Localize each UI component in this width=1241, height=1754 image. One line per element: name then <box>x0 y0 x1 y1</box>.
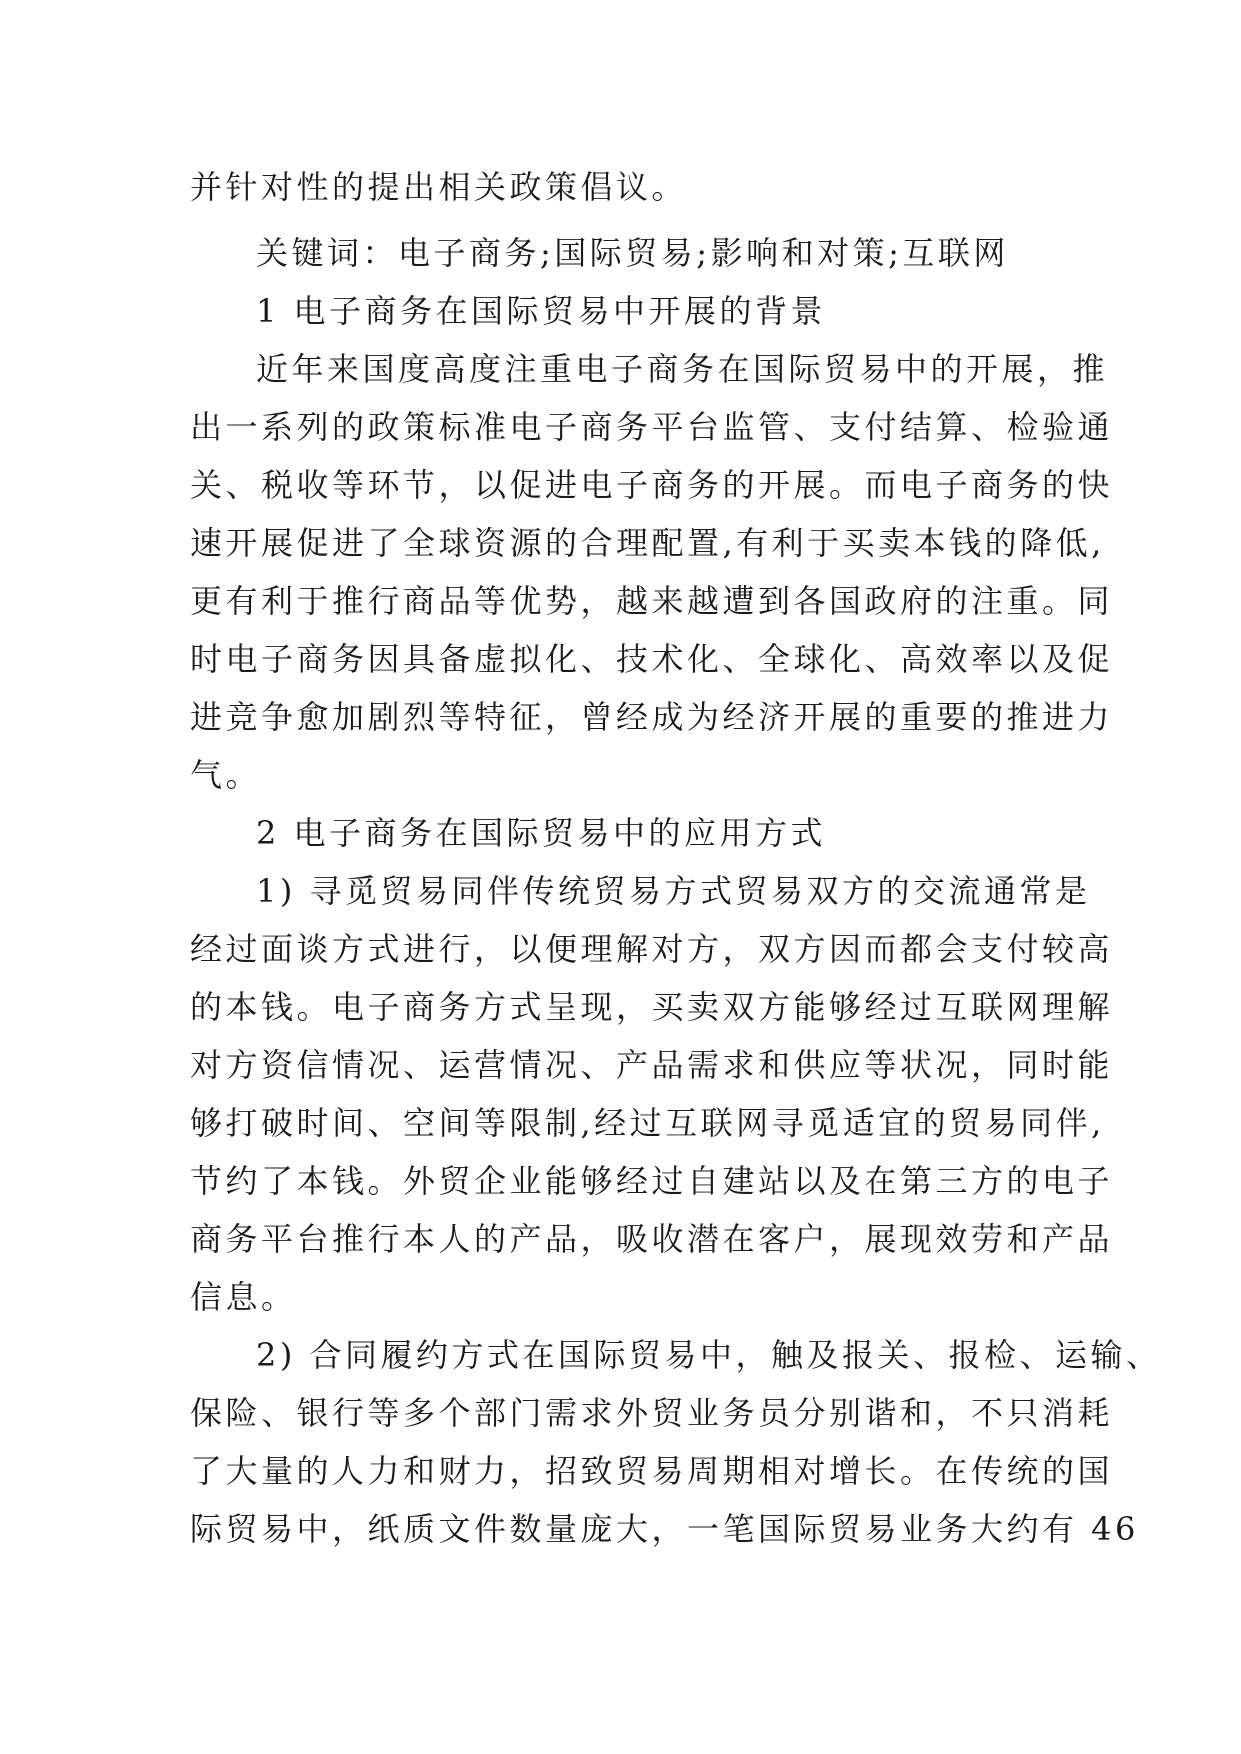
text-line: 进竞争愈加剧烈等特征，曾经成为经济开展的重要的推进力 <box>190 698 1114 736</box>
text-line: 关、税收等环节，以促进电子商务的开展。而电子商务的快 <box>190 466 1114 504</box>
text-line: 时电子商务因具备虚拟化、技术化、全球化、高效率以及促 <box>190 640 1114 678</box>
section-heading-2 <box>190 804 1052 862</box>
paragraph-background <box>190 340 1114 804</box>
text-line: 速开展促进了全球资源的合理配置,有利于买卖本钱的降低, <box>190 524 1105 562</box>
text-line: 了大量的人力和财力，招致贸易周期相对增长。在传统的国 <box>190 1452 1114 1490</box>
section-heading-1 <box>190 282 1052 340</box>
text-line: 出一系列的政策标准电子商务平台监管、支付结算、检验通 <box>190 408 1114 446</box>
text-line: 更有利于推行商品等优势，越来越遭到各国政府的注重。同 <box>190 582 1114 620</box>
text-line: 节约了本钱。外贸企业能够经过自建站以及在第三方的电子 <box>190 1162 1114 1200</box>
paragraph-trading-partner <box>190 862 1114 1326</box>
text-line: 2 电子商务在国际贸易中的应用方式 <box>256 814 827 852</box>
text-line: 对方资信情况、运营情况、产品需求和供应等状况，同时能 <box>190 1046 1114 1084</box>
text-line: 气。 <box>190 756 262 794</box>
text-line: 够打破时间、空间等限制,经过互联网寻觅适宜的贸易同伴, <box>190 1104 1105 1142</box>
text-line: 信息。 <box>190 1278 297 1316</box>
paragraph-contract-fulfillment <box>190 1326 1162 1558</box>
keywords-line <box>190 224 1052 282</box>
text-line: 际贸易中，纸质文件数量庞大，一笔国际贸易业务大约有 46 <box>190 1510 1139 1548</box>
text-line: 商务平台推行本人的产品，吸收潜在客户，展现效劳和产品 <box>190 1220 1114 1258</box>
text-line: 保险、银行等多个部门需求外贸业务员分别谐和，不只消耗 <box>190 1394 1114 1432</box>
text-line: 的本钱。电子商务方式呈现，买卖双方能够经过互联网理解 <box>190 988 1114 1026</box>
abstract-tail <box>190 158 1052 216</box>
text-line: 并针对性的提出相关政策倡议。 <box>190 168 688 206</box>
text-line: 2) 合同履约方式在国际贸易中，触及报关、报检、运输、 <box>256 1336 1162 1374</box>
text-line: 关键词：电子商务;国际贸易;影响和对策;互联网 <box>256 234 1009 272</box>
text-line: 经过面谈方式进行，以便理解对方，双方因而都会支付较高 <box>190 930 1114 968</box>
text-line: 1) 寻觅贸易同伴传统贸易方式贸易双方的交流通常是 <box>256 872 1091 910</box>
document-body <box>190 158 1162 1558</box>
text-line: 近年来国度高度注重电子商务在国际贸易中的开展，推 <box>256 350 1109 388</box>
text-line: 1 电子商务在国际贸易中开展的背景 <box>256 292 827 330</box>
